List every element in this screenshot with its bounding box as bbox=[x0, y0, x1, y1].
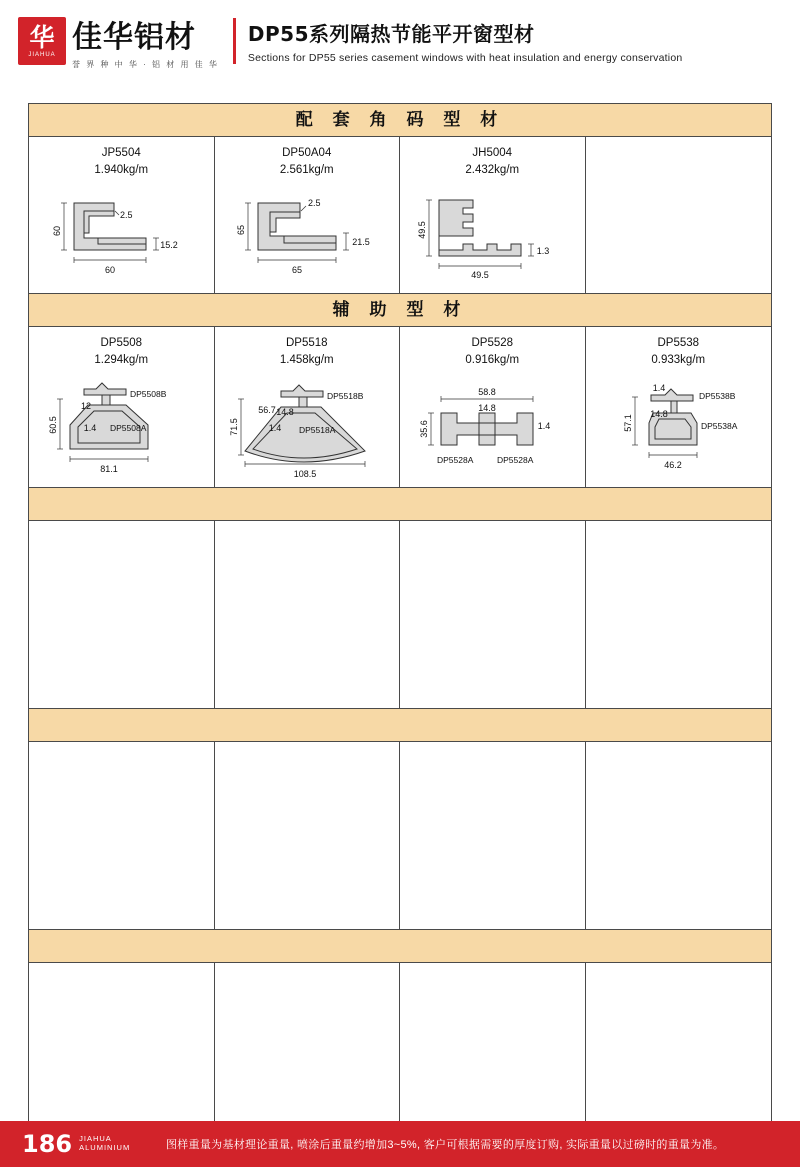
profile-drawing-empty bbox=[586, 145, 772, 260]
profile-code: JP5504 bbox=[101, 147, 141, 159]
part-label-top: DP5538B bbox=[699, 390, 736, 401]
profile-code: DP5538 bbox=[657, 337, 700, 350]
section-band-corner-code: 配 套 角 码 型 材 bbox=[29, 104, 771, 137]
brand-slogan: 誉 界 种 中 华 · 铝 材 用 佳 华 bbox=[72, 60, 219, 69]
dim-width: 65 bbox=[291, 265, 302, 276]
logo-sub-text: JIAHUA bbox=[28, 51, 56, 58]
dim-c: 14.8 bbox=[650, 408, 669, 419]
profile-row-1 bbox=[29, 137, 771, 294]
profile-cell-dp5538[interactable] bbox=[586, 327, 772, 486]
profile-row-2 bbox=[29, 327, 771, 487]
dim-c: 14.8 bbox=[275, 406, 294, 417]
profile-drawing-jp5504 bbox=[29, 178, 214, 293]
dim-a: 1.4 bbox=[652, 382, 666, 393]
part-label-bottom: DP5508A bbox=[110, 422, 147, 433]
page-footer bbox=[0, 1121, 800, 1167]
part-label-top: DP5518B bbox=[326, 390, 363, 401]
dim-width: 49.5 bbox=[471, 270, 490, 281]
section-band-5 bbox=[29, 930, 771, 963]
profile-cell-blank-3-1 bbox=[29, 521, 215, 708]
section-band-4 bbox=[29, 709, 771, 742]
profile-cell-dp5518[interactable] bbox=[215, 327, 401, 486]
profile-cell-blank-4-4 bbox=[586, 742, 772, 929]
profile-weight: 1.294kg/m bbox=[94, 354, 149, 367]
dim-height: 49.5 bbox=[417, 221, 428, 240]
dim-height: 57.1 bbox=[623, 413, 634, 432]
profile-cell-blank-3-4 bbox=[586, 521, 772, 708]
profile-drawing-dp5518 bbox=[215, 369, 400, 487]
dim-thickness-2: 21.5 bbox=[351, 237, 370, 248]
footer-brand-line1: JIAHUA bbox=[79, 1134, 112, 1144]
section-band-3 bbox=[29, 488, 771, 521]
dim-thickness: 2.5 bbox=[307, 198, 321, 209]
profile-code: DP5518 bbox=[285, 337, 328, 350]
footer-brand-line2: ALUMINIUM bbox=[79, 1143, 131, 1152]
dim-a: 58.8 bbox=[478, 386, 497, 397]
profile-drawing-dp5528 bbox=[400, 369, 585, 487]
profile-drawing-dp5508 bbox=[29, 369, 214, 487]
page-number: 186 bbox=[22, 1130, 73, 1158]
profile-weight: 1.458kg/m bbox=[279, 354, 334, 367]
profile-sheet bbox=[28, 103, 772, 1151]
header-divider bbox=[233, 18, 236, 64]
profile-drawing-dp5538 bbox=[586, 369, 772, 487]
profile-drawing-dp50a04 bbox=[215, 178, 400, 293]
profile-row-3 bbox=[29, 521, 771, 709]
dim-width: 108.5 bbox=[293, 468, 316, 479]
dim-height: 71.5 bbox=[228, 417, 239, 436]
dim-a: 56.7 bbox=[257, 404, 276, 415]
dim-height: 65 bbox=[235, 225, 246, 236]
logo-glyph: 华 bbox=[29, 22, 55, 52]
footer-note: 图样重量为基材理论重量, 喷涂后重量约增加3~5%, 客户可根据需要的厚度订购, 实际重量以过磅时的重量为准。 bbox=[165, 1139, 725, 1151]
dim-width: 60 bbox=[105, 265, 116, 276]
profile-weight: 0.916kg/m bbox=[465, 354, 520, 367]
brand-logo bbox=[18, 12, 219, 70]
profile-code: DP5508 bbox=[100, 337, 143, 350]
profile-cell-jp5504[interactable] bbox=[29, 137, 215, 293]
profile-cell-empty-1 bbox=[586, 137, 772, 293]
dim-height: 60.5 bbox=[48, 415, 59, 434]
profile-weight: 2.432kg/m bbox=[465, 163, 520, 176]
profile-cell-jh5004[interactable] bbox=[400, 137, 586, 293]
profile-weight: 0.933kg/m bbox=[651, 354, 706, 367]
profile-weight: 2.561kg/m bbox=[279, 163, 334, 176]
profile-cell-dp5508[interactable] bbox=[29, 327, 215, 486]
profile-code: DP50A04 bbox=[282, 147, 332, 159]
part-label-bottom: DP5518A bbox=[298, 424, 335, 435]
dim-b: 1.4 bbox=[268, 422, 281, 433]
profile-cell-dp5528[interactable] bbox=[400, 327, 586, 486]
profile-weight: 1.940kg/m bbox=[94, 163, 149, 176]
part-label-bottom: DP5538A bbox=[701, 420, 738, 431]
part-label-right: DP5528A bbox=[497, 454, 534, 465]
footer-brand bbox=[79, 1135, 130, 1152]
dim-a: 12 bbox=[81, 400, 92, 411]
part-label-top: DP5508B bbox=[130, 388, 167, 399]
profile-cell-dp50a04[interactable] bbox=[215, 137, 401, 293]
dim-thickness-2: 15.2 bbox=[160, 240, 179, 251]
profile-cell-blank-4-1 bbox=[29, 742, 215, 929]
dim-b: 1.4 bbox=[537, 420, 551, 431]
page-title-en: Sections for DP55 series casement windows with heat insulation and energy conservation bbox=[247, 52, 683, 64]
dim-height: 35.6 bbox=[419, 419, 430, 438]
dim-b: 1.4 bbox=[83, 422, 97, 433]
section-band-auxiliary: 辅 助 型 材 bbox=[29, 294, 771, 327]
dim-c: 14.8 bbox=[478, 402, 497, 413]
profile-code: DP5528 bbox=[471, 337, 514, 350]
dim-thickness: 2.5 bbox=[120, 210, 133, 221]
profile-row-4 bbox=[29, 742, 771, 930]
dim-width: 81.1 bbox=[100, 463, 119, 474]
profile-cell-blank-4-2 bbox=[215, 742, 401, 929]
profile-cell-blank-3-3 bbox=[400, 521, 586, 708]
part-label-left: DP5528A bbox=[437, 454, 474, 465]
brand-name-cn: 佳华铝材 bbox=[72, 20, 196, 55]
dim-height: 60 bbox=[52, 226, 63, 237]
profile-cell-blank-3-2 bbox=[215, 521, 401, 708]
dim-thickness: 1.3 bbox=[536, 246, 550, 257]
logo-mark-icon bbox=[18, 17, 66, 65]
page-header bbox=[0, 0, 800, 82]
profile-drawing-jh5004 bbox=[400, 178, 585, 293]
page-title-cn: DP55系列隔热节能平开窗型材 bbox=[247, 22, 535, 46]
profile-code: JH5004 bbox=[472, 147, 513, 159]
profile-cell-blank-4-3 bbox=[400, 742, 586, 929]
dim-width: 46.2 bbox=[664, 459, 683, 470]
